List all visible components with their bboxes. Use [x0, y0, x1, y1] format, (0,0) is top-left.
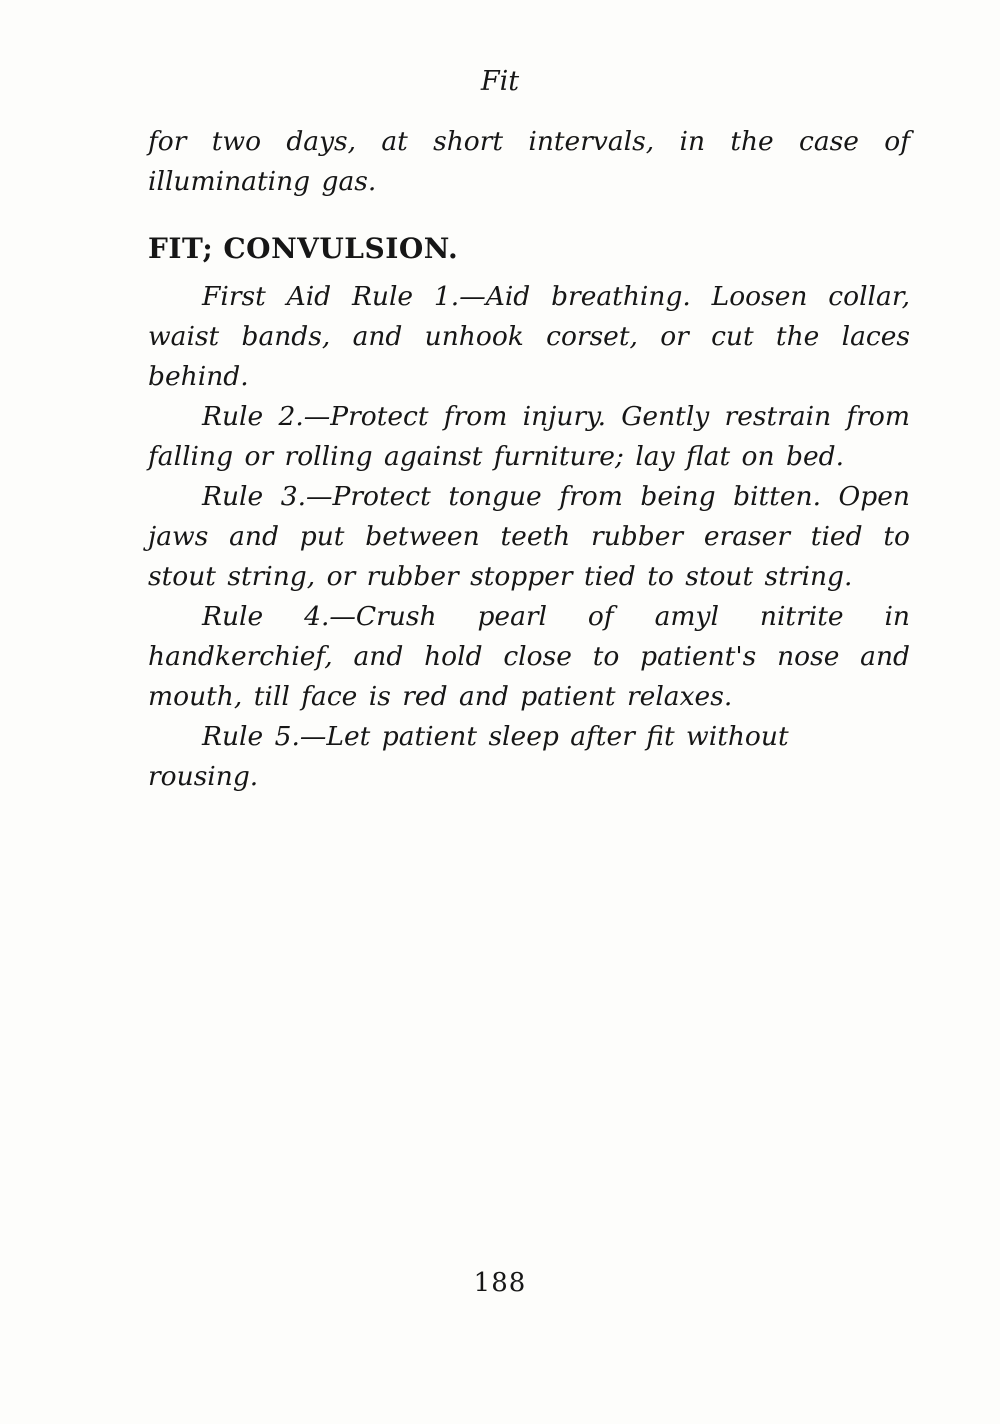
- paragraph-rule-4: Rule 4.—Crush pearl of amyl nitrite in handkerchief, and hold close to patient's nose and mouth, till face is red and patient relaxes.: [148, 601, 910, 712]
- paragraph-rule-1: First Aid Rule 1.—Aid breathing. Loosen collar, waist bands, and unhook corset, or cut the laces behind.: [148, 281, 910, 392]
- page-number: 188: [473, 1268, 527, 1298]
- running-header: Fit: [480, 66, 520, 97]
- text-block: [148, 122, 910, 797]
- paragraph-rule-2: Rule 2.—Protect from injury. Gently restrain from falling or rolling against furniture; lay flat on bed.: [148, 401, 910, 472]
- paragraph-continuation: for two days, at short intervals, in the case of illuminating gas.: [148, 126, 910, 197]
- paragraph-rule-5: Rule 5.—Let patient sleep after fit without rousing.: [148, 721, 789, 792]
- section-heading: FIT; CONVULSION.: [148, 232, 459, 265]
- paragraph-rule-3: Rule 3.—Protect tongue from being bitten. Open jaws and put between teeth rubber eraser tied to stout string, or rubber stopper tied to stout string.: [148, 481, 910, 592]
